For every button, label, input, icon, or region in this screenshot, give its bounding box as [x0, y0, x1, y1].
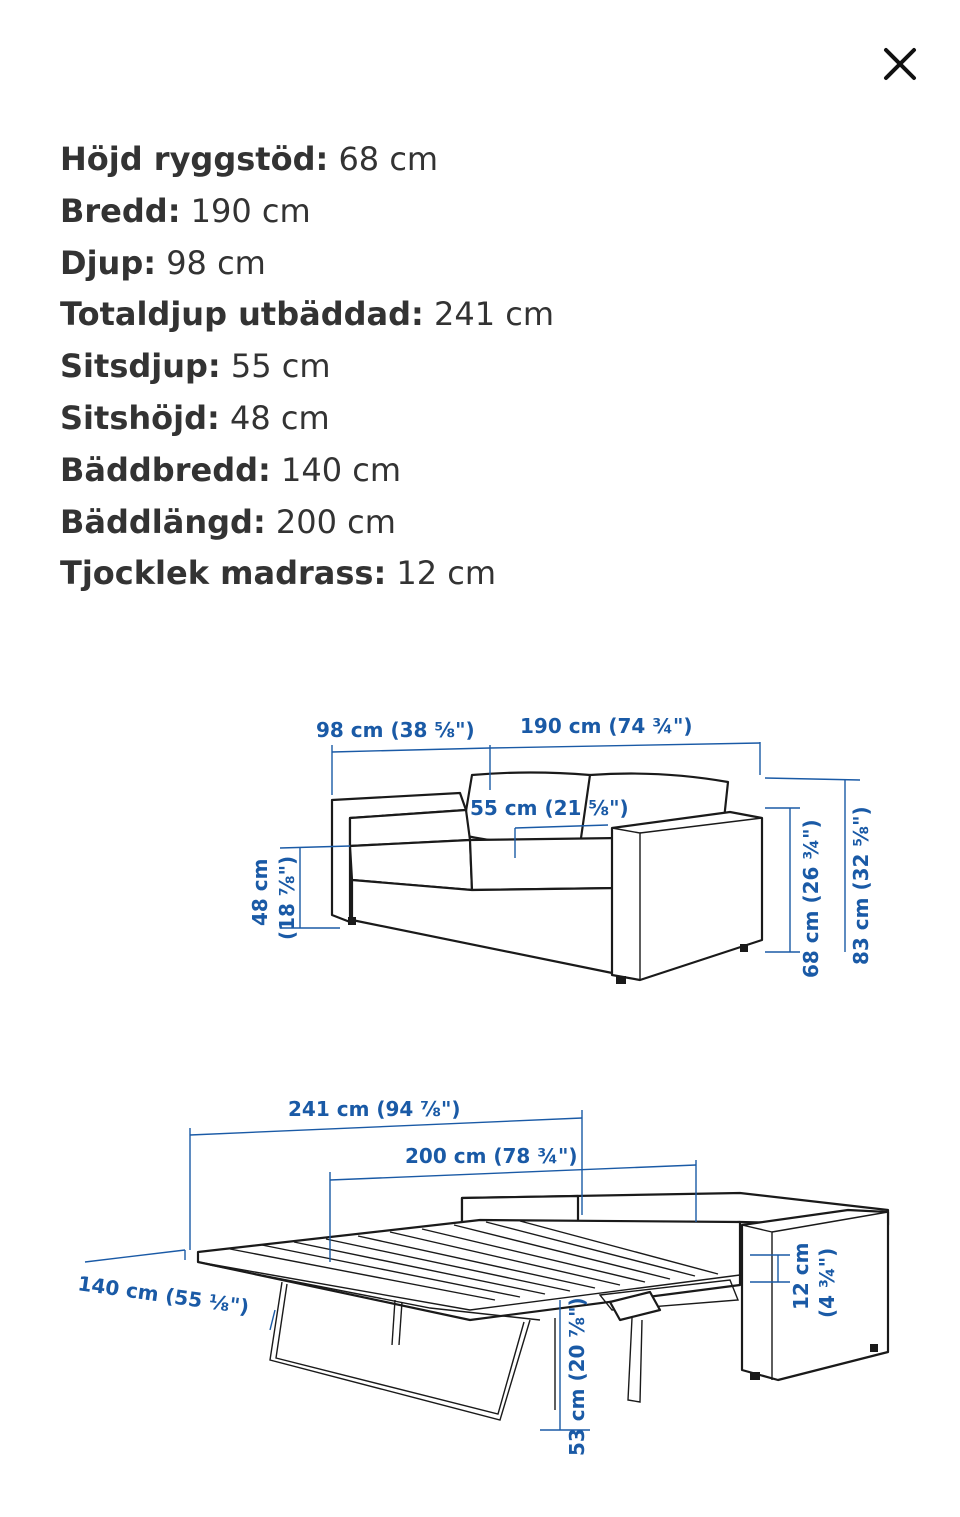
spec-label: Höjd ryggstöd: [60, 140, 329, 178]
spec-label: Tjocklek madrass: [60, 554, 387, 593]
seat-height-in-label: (18 ⅞") [275, 855, 299, 940]
bed-height-label: 53 cm (20 ⅞") [565, 1297, 589, 1456]
spec-value: 98 cm [166, 243, 266, 282]
bed-total-depth-label: 241 cm (94 ⅞") [288, 1097, 461, 1121]
spec-value: 241 cm [433, 295, 554, 334]
sofa-depth-label: 98 cm (38 ⅝") [316, 718, 475, 742]
spec-value: 55 cm [230, 347, 331, 386]
spec-value: 68 cm [338, 140, 439, 178]
sofa-width-label: 190 cm (74 ¾") [520, 714, 693, 738]
bed-width-label: 140 cm (55 ⅛") [76, 1271, 251, 1319]
seat-height-cm-label: 48 cm [248, 858, 272, 926]
spec-value: 190 cm [190, 191, 311, 230]
sofa-bed-drawing [198, 1193, 888, 1420]
spec-label: Totaldjup utbäddad: [60, 295, 424, 334]
bed-length-label: 200 cm (78 ¾") [405, 1144, 578, 1168]
back-height-label: 68 cm (26 ¾") [799, 819, 823, 978]
spec-label: Djup: [60, 243, 157, 282]
spec-value: 200 cm [275, 502, 396, 541]
spec-value: 140 cm [280, 450, 401, 489]
total-height-label: 83 cm (32 ⅝") [849, 806, 873, 965]
spec-label: Sitshöjd: [60, 398, 220, 437]
spec-label: Sitsdjup: [60, 347, 221, 386]
seat-depth-label: 55 cm (21 ⅝") [470, 796, 629, 820]
mattress-in-label: (4 ¾") [815, 1247, 839, 1318]
spec-value: 48 cm [229, 398, 330, 437]
spec-label: Bredd: [60, 191, 181, 230]
spec-value: 12 cm [396, 554, 497, 593]
spec-label: Bäddlängd: [60, 502, 266, 541]
spec-label: Bäddbredd: [60, 450, 271, 489]
mattress-cm-label: 12 cm [789, 1242, 813, 1310]
